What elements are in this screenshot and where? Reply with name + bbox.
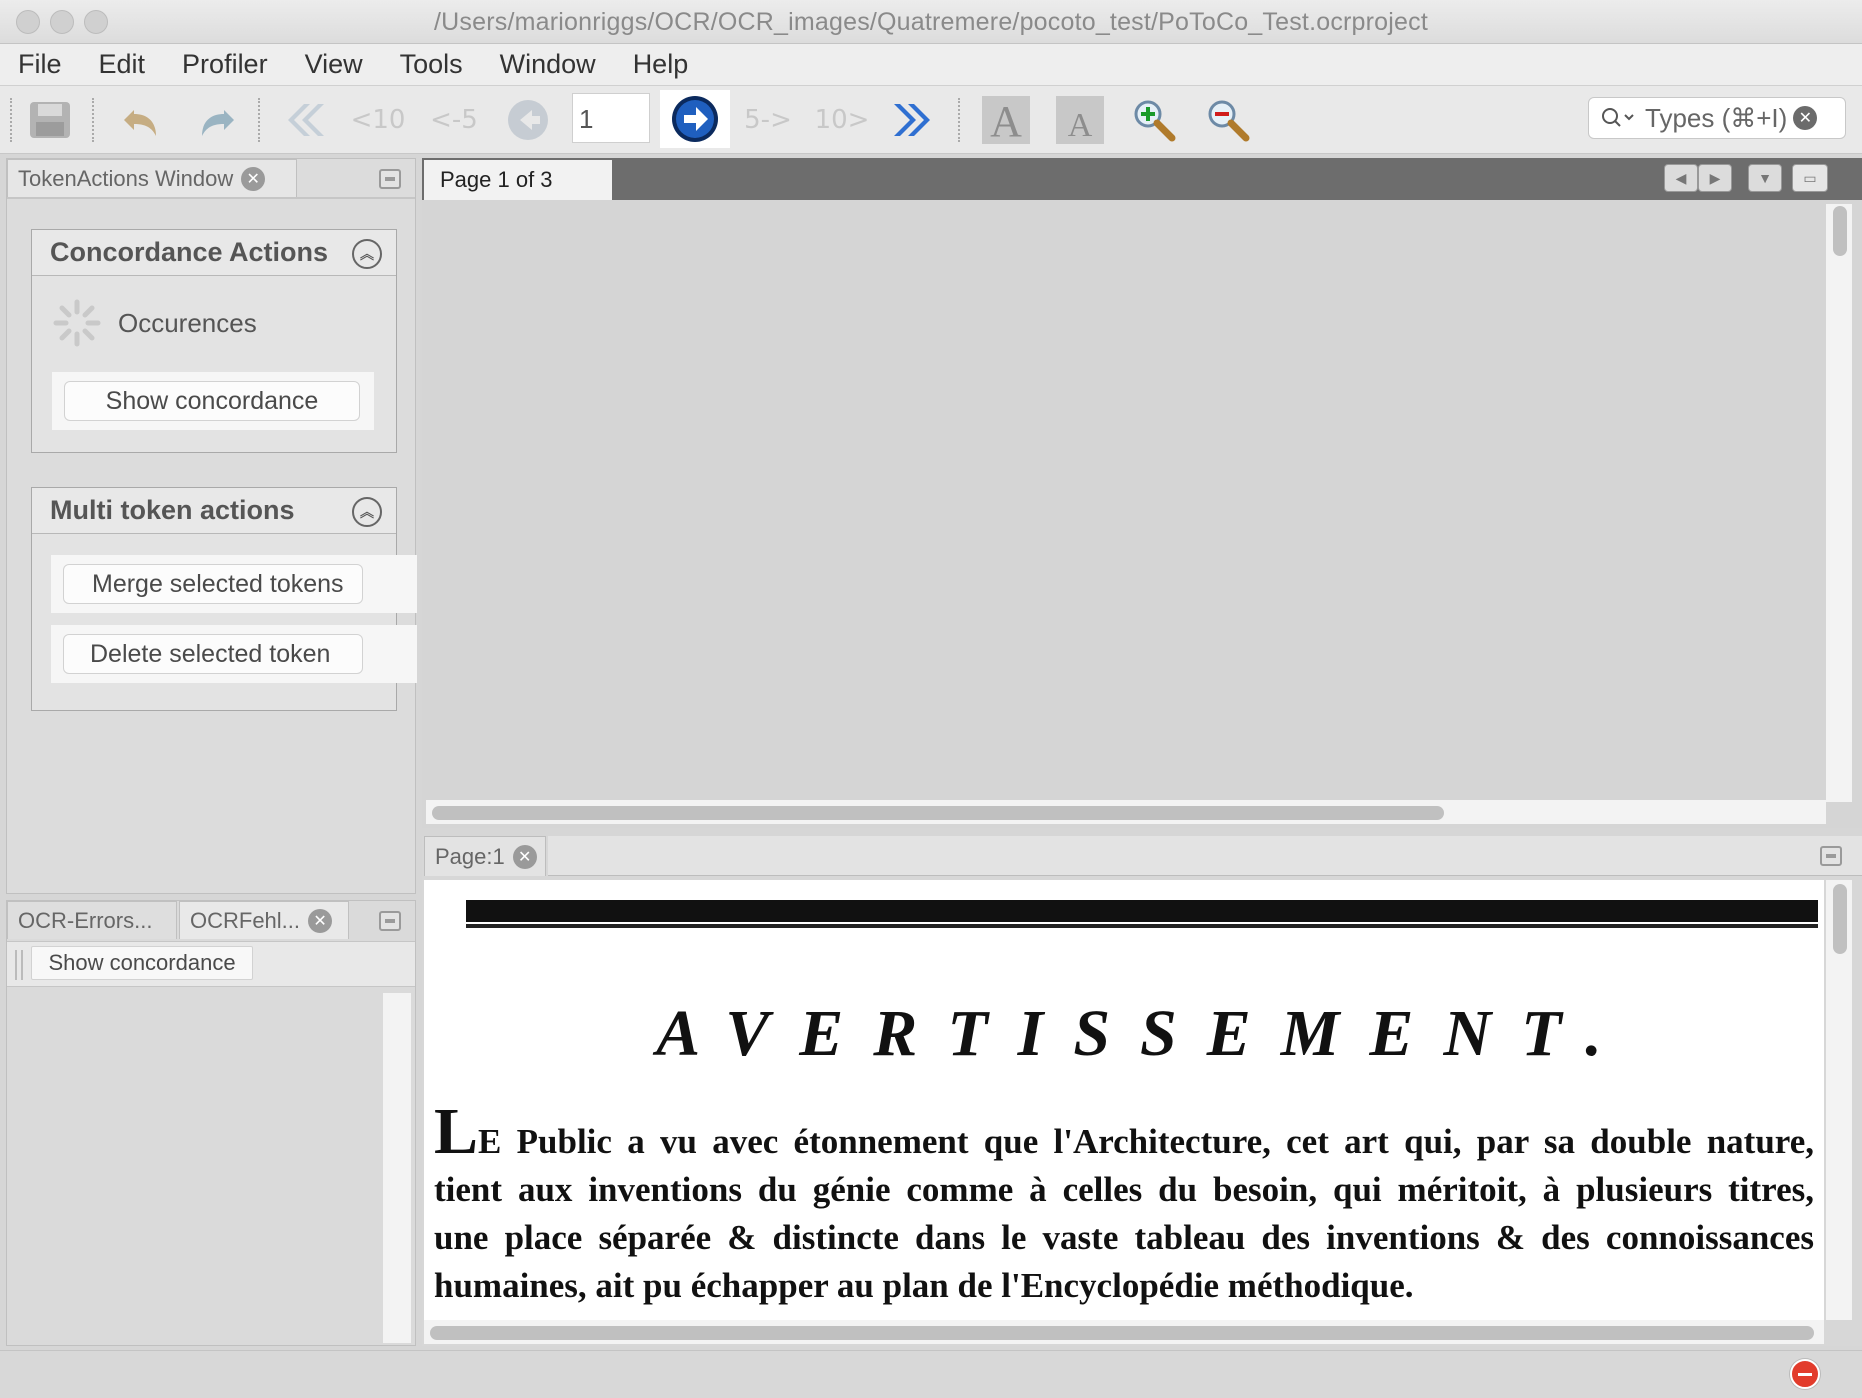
- undo-button[interactable]: [116, 94, 168, 146]
- forward-10-button[interactable]: [816, 94, 868, 146]
- last-page-button[interactable]: [888, 94, 940, 146]
- menu-tools[interactable]: Tools: [399, 49, 463, 79]
- save-button[interactable]: [24, 94, 76, 146]
- page-viewer-panel: [422, 158, 1862, 828]
- search-placeholder: Types (⌘+I): [1645, 102, 1788, 133]
- spinner-icon: [50, 296, 104, 350]
- tab-ocr-fehler-label: OCRFehl...: [190, 907, 301, 933]
- forward-10-label: 10>: [814, 105, 870, 135]
- ocr-errors-panel: [6, 900, 416, 1346]
- search-icon: [1599, 104, 1639, 132]
- tab-ocr-errors[interactable]: [7, 901, 177, 939]
- show-concordance-strip: [52, 372, 374, 430]
- delete-token-button[interactable]: Delete selected token: [63, 634, 363, 674]
- first-page-button[interactable]: [278, 94, 330, 146]
- tab-page-1-label: Page:1: [435, 843, 505, 869]
- toolbar-separator: [92, 98, 96, 142]
- undo-icon: [120, 100, 164, 140]
- show-concordance-button[interactable]: Show concordance: [31, 946, 253, 980]
- ocr-errors-toolbar: [7, 941, 415, 987]
- menu-window[interactable]: Window: [499, 49, 596, 79]
- menu-bar: [0, 44, 1862, 86]
- concordance-actions-header[interactable]: [32, 230, 396, 276]
- minimize-panel-icon[interactable]: [1820, 846, 1842, 866]
- forward-5-button[interactable]: [742, 94, 794, 146]
- page-number-input[interactable]: 1: [572, 93, 650, 143]
- collapse-up-icon[interactable]: ︽: [352, 239, 382, 269]
- delete-token-strip: [51, 625, 417, 683]
- redo-button[interactable]: [190, 94, 242, 146]
- tab-page-1-of-3[interactable]: Page 1 of 3: [424, 160, 612, 200]
- window-title: /Users/marionriggs/OCR/OCR_images/Quatremere/pocoto_test/PoToCo_Test.ocrproject: [434, 8, 1428, 36]
- error-status-icon[interactable]: [1790, 1359, 1820, 1389]
- drop-cap: L: [434, 1095, 479, 1168]
- vertical-scroll-thumb[interactable]: [1833, 884, 1847, 954]
- show-concordance-button[interactable]: Show concordance: [64, 381, 360, 421]
- token-actions-panel: [6, 158, 416, 894]
- close-tab-icon[interactable]: ✕: [241, 167, 265, 191]
- arrow-left-circle-icon: [506, 98, 550, 142]
- font-larger-icon: A: [990, 97, 1022, 146]
- horizontal-scrollbar[interactable]: [426, 800, 1826, 824]
- zoom-in-icon: [1130, 96, 1178, 144]
- zoom-in-button[interactable]: [1128, 94, 1180, 146]
- menu-help[interactable]: Help: [632, 49, 689, 79]
- toolbar-separator: [958, 98, 962, 142]
- menu-edit[interactable]: Edit: [98, 49, 146, 79]
- font-smaller-icon: A: [1067, 107, 1093, 144]
- page-image-panel: [422, 836, 1862, 1346]
- tab-scroll-left-icon[interactable]: ◀: [1664, 164, 1698, 192]
- forward-5-label: 5->: [744, 105, 792, 135]
- vertical-scrollbar[interactable]: [383, 993, 411, 1343]
- page-heading: AVERTISSEMENT.: [656, 997, 1632, 1070]
- tab-page-1[interactable]: [424, 836, 546, 876]
- close-tab-icon[interactable]: ✕: [513, 845, 537, 869]
- save-icon: [28, 100, 72, 140]
- vertical-scrollbar[interactable]: [1826, 880, 1852, 1320]
- tab-scroll-right-icon[interactable]: ▶: [1698, 164, 1732, 192]
- arrow-right-circle-icon: [670, 94, 720, 144]
- scanned-page-image[interactable]: [424, 880, 1824, 1320]
- maximize-panel-icon[interactable]: ▭: [1792, 164, 1828, 192]
- previous-page-button[interactable]: [502, 94, 554, 146]
- toolbar-grip: [15, 950, 23, 980]
- concordance-actions-section: [31, 229, 397, 453]
- zoom-out-icon: [1204, 96, 1252, 144]
- menu-file[interactable]: File: [18, 49, 62, 79]
- tab-token-actions[interactable]: [7, 159, 297, 197]
- tab-ocr-fehler[interactable]: [179, 901, 349, 939]
- back-10-button[interactable]: [352, 94, 404, 146]
- page-paragraph: [434, 1095, 1814, 1310]
- menu-view[interactable]: View: [304, 49, 363, 79]
- vertical-scrollbar[interactable]: [1826, 204, 1852, 802]
- close-tab-icon[interactable]: ✕: [308, 909, 332, 933]
- horizontal-scrollbar[interactable]: [424, 1320, 1824, 1344]
- multi-token-actions-title: Multi token actions: [50, 495, 295, 525]
- back-5-label: <-5: [430, 105, 478, 135]
- toolbar-grip: [10, 98, 14, 142]
- merge-tokens-strip: [51, 555, 417, 613]
- font-larger-button[interactable]: [982, 96, 1030, 144]
- decorative-rule: [466, 924, 1818, 928]
- occurrences-label: Occurences: [118, 307, 257, 338]
- page-viewer-tabbar: [422, 158, 1862, 200]
- redo-icon: [194, 100, 238, 140]
- clear-search-icon[interactable]: ✕: [1793, 106, 1817, 130]
- paragraph-line-text: E Public a vu avec étonnement que l'Architecture, cet art qui, par sa double nature,: [478, 1122, 1814, 1161]
- minimize-panel-icon[interactable]: [379, 169, 401, 189]
- toolbar-separator: [258, 98, 262, 142]
- back-5-button[interactable]: [428, 94, 480, 146]
- tab-list-dropdown-icon[interactable]: ▼: [1748, 164, 1782, 192]
- font-smaller-button[interactable]: [1056, 96, 1104, 144]
- double-chevron-right-icon: [890, 100, 938, 140]
- page-image-tabbar: [548, 836, 1862, 876]
- tab-ocr-errors-label: OCR-Errors...: [18, 907, 153, 933]
- decorative-rule: [466, 900, 1818, 922]
- merge-tokens-button[interactable]: Merge selected tokens: [63, 564, 363, 604]
- collapse-up-icon[interactable]: ︽: [352, 497, 382, 527]
- title-bar: [0, 0, 1862, 44]
- go-to-page-button[interactable]: [660, 90, 730, 148]
- concordance-actions-title: Concordance Actions: [50, 237, 329, 267]
- horizontal-scroll-thumb[interactable]: [432, 806, 1444, 820]
- types-search-field[interactable]: [1588, 97, 1846, 139]
- paragraph-line: [434, 1095, 1814, 1168]
- multi-token-actions-header[interactable]: [32, 488, 396, 534]
- tab-token-actions-label: TokenActions Window: [18, 165, 234, 191]
- menu-profiler[interactable]: Profiler: [182, 49, 268, 79]
- paragraph-line: une place séparée & distincte dans le vaste tableau des inventions & des connoissances: [434, 1218, 1814, 1257]
- paragraph-line: humaines, ait pu échapper au plan de l'Encyclopédie méthodique.: [434, 1266, 1414, 1305]
- tab-divider: [7, 197, 415, 199]
- vertical-scroll-thumb[interactable]: [1833, 206, 1847, 256]
- paragraph-line: tient aux inventions du génie comme à celles du besoin, qui méritoit, à plusieurs titres,: [434, 1170, 1814, 1209]
- horizontal-scroll-thumb[interactable]: [430, 1326, 1814, 1340]
- occurrences-row: [50, 296, 257, 350]
- back-10-label: <10: [350, 105, 406, 135]
- status-bar: [0, 1350, 1862, 1398]
- minimize-panel-icon[interactable]: [379, 911, 401, 931]
- double-chevron-left-icon: [280, 100, 328, 140]
- zoom-out-button[interactable]: [1202, 94, 1254, 146]
